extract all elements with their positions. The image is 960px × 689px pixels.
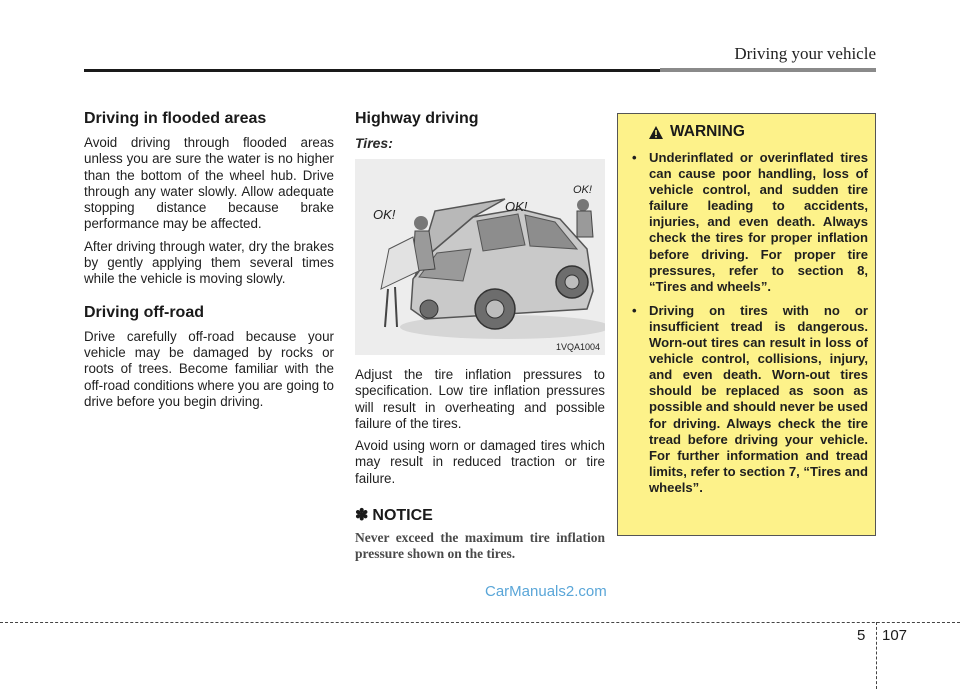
- bullet: •: [632, 302, 637, 318]
- section-heading-highway: Highway driving: [355, 110, 479, 127]
- ok-label-1: OK!: [373, 207, 396, 222]
- warning-item: [630, 303, 868, 496]
- page-number: 107: [882, 627, 908, 644]
- middle-column: [355, 110, 605, 562]
- chapter-number: 5: [857, 627, 866, 644]
- warning-box: [617, 113, 876, 536]
- watermark-link[interactable]: CarManuals2.com: [485, 583, 607, 600]
- notice-heading: [355, 505, 605, 525]
- header-rule-accent: [660, 68, 876, 72]
- warning-triangle-icon: [648, 125, 664, 140]
- notice-title: NOTICE: [372, 507, 433, 525]
- paragraph-flooded-1: Avoid driving through flooded areas unless you are sure the water is no higher than the bottom of the wheel hub. Drive through any water slowly. Allow adequate stopping distance because brake performance may be affected.: [84, 135, 334, 232]
- section-heading-flooded: Driving in flooded areas: [84, 110, 267, 127]
- header-rule: [84, 69, 660, 72]
- ok-label-2: OK!: [505, 199, 528, 214]
- car-illustration: [355, 159, 605, 355]
- warning-title: WARNING: [670, 123, 745, 140]
- subheading-tires: Tires:: [355, 135, 393, 151]
- figure-code: 1VQA1004: [555, 342, 600, 352]
- footer-rule: [0, 622, 960, 623]
- paragraph-tires-1: Adjust the tire inflation pressures to specification. Low tire inflation pressures will result in overheating and possible failure of the tires.: [355, 367, 605, 431]
- warning-header: [648, 123, 745, 141]
- warning-item: [630, 150, 868, 295]
- warning-item-text: Driving on tires with no or insufficient tread is dangerous. Worn-out tires can result in loss of vehicle control, collisions, injury, and even death. Worn-out tires should be replaced as soon as possible and should never be used for driving. Always check the tire tread before driving your vehicle. For further information and tread limits, refer to section 7, “Tires and wheels”.: [649, 302, 868, 495]
- section-heading-offroad: Driving off-road: [84, 303, 204, 321]
- warning-item-text: Underinflated or overinflated tires can cause poor handling, loss of vehicle control, and sudden tire failure leading to accidents, injuries, and even death. Always check the tires for proper inflation before driving. For proper tire pressures, refer to section 8, “Tires and wheels”.: [649, 150, 868, 294]
- notice-text: Never exceed the maximum tire inflation pressure shown on the tires.: [355, 530, 605, 562]
- left-column: [84, 110, 334, 416]
- footer-divider: [876, 622, 877, 689]
- paragraph-tires-2: Avoid using worn or damaged tires which may result in reduced traction or tire failure.: [355, 438, 605, 486]
- paragraph-offroad-1: Drive carefully off-road because your vehicle may be damaged by rocks or roots of trees. Become familiar with the off-road conditions where you are going to drive before you begin driving.: [84, 328, 334, 409]
- running-header: Driving your vehicle: [734, 44, 876, 63]
- bullet: •: [632, 150, 637, 165]
- notice-star-icon: ✽: [355, 507, 369, 525]
- tire-check-illustration: [355, 159, 605, 355]
- ok-label-3: OK!: [573, 184, 592, 196]
- paragraph-flooded-2: After driving through water, dry the brakes by gently applying them several times while the vehicle is moving slowly.: [84, 238, 334, 287]
- warning-list: [630, 150, 868, 504]
